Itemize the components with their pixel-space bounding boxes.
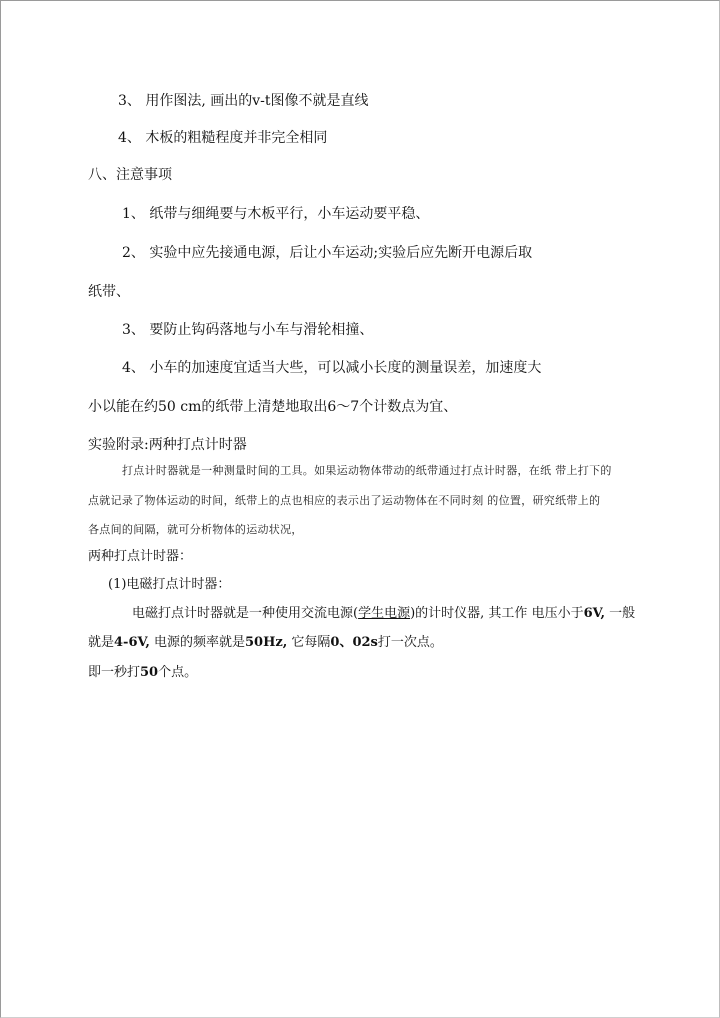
em-paragraph-line-2: [88, 634, 443, 651]
list-item-3-graph: 3、 用作图法, 画出的v-t图像不就是直线: [118, 93, 369, 109]
em-line3-text-post: 个点。: [158, 665, 198, 680]
appendix-title: 实验附录:两种打点计时器: [88, 437, 247, 453]
appendix-paragraph-line-1: 打点计时器就是一种测量时间的工具。如果运动物体带动的纸带通过打点计时器，在纸 带上打下的: [122, 464, 612, 477]
em-line1-text-post: 一般: [604, 606, 636, 621]
voltage-range: 4-6V,: [114, 635, 150, 650]
em-line2-text-mid2: 它每隔: [287, 635, 331, 650]
note-item-4-continued: 小以能在约50 cm的纸带上清楚地取出6～7个计数点为宜、: [88, 399, 458, 415]
em-line1-text-pre: 电磁打点计时器就是一种使用交流电源(: [132, 606, 359, 621]
em-line2-text-pre: 就是: [88, 635, 115, 650]
em-paragraph-line-1: [132, 605, 635, 622]
interval-002s: 0、02s: [330, 635, 378, 650]
note-item-4: 4、 小车的加速度宜适当大些，可以减小长度的测量误差，加速度大: [122, 360, 542, 376]
em-line1-text-mid: )的计时仪器, 其工作 电压小于: [410, 606, 584, 621]
em-paragraph-line-3: [88, 664, 197, 681]
list-item-4-board: 4、 木板的粗糙程度并非完全相同: [118, 130, 328, 146]
voltage-6v: 6V,: [583, 606, 605, 621]
appendix-paragraph-line-2: 点就记录了物体运动的时间，纸带上的点也相应的表示出了运动物体在不同时刻 的位置，研究纸带上的: [88, 494, 601, 507]
dots-per-second: 50: [140, 665, 159, 680]
two-timers-heading: 两种打点计时器：: [88, 549, 193, 564]
note-item-2: 2、 实验中应先接通电源，后让小车运动;实验后应先断开电源后取: [122, 245, 533, 261]
note-item-1: 1、 纸带与细绳要与木板平行，小车运动要平稳、: [122, 206, 430, 222]
note-item-2-continued: 纸带、: [88, 284, 130, 300]
note-item-3: 3、 要防止钩码落地与小车与滑轮相撞、: [122, 322, 374, 338]
em-timer-heading: (1)电磁打点计时器：: [108, 577, 231, 592]
frequency-50hz: 50Hz,: [244, 635, 288, 650]
em-line3-text-pre: 即一秒打: [88, 665, 141, 680]
appendix-paragraph-line-3: 各点间的间隔，就可分析物体的运动状况，: [88, 523, 303, 536]
em-line2-text-mid: 电源的频率就是: [149, 635, 245, 650]
student-power-underlined: 学生电源: [358, 606, 411, 621]
section-heading-notes: 八、注意事项: [88, 167, 172, 183]
em-line2-text-post: 打一次点。: [377, 635, 443, 650]
